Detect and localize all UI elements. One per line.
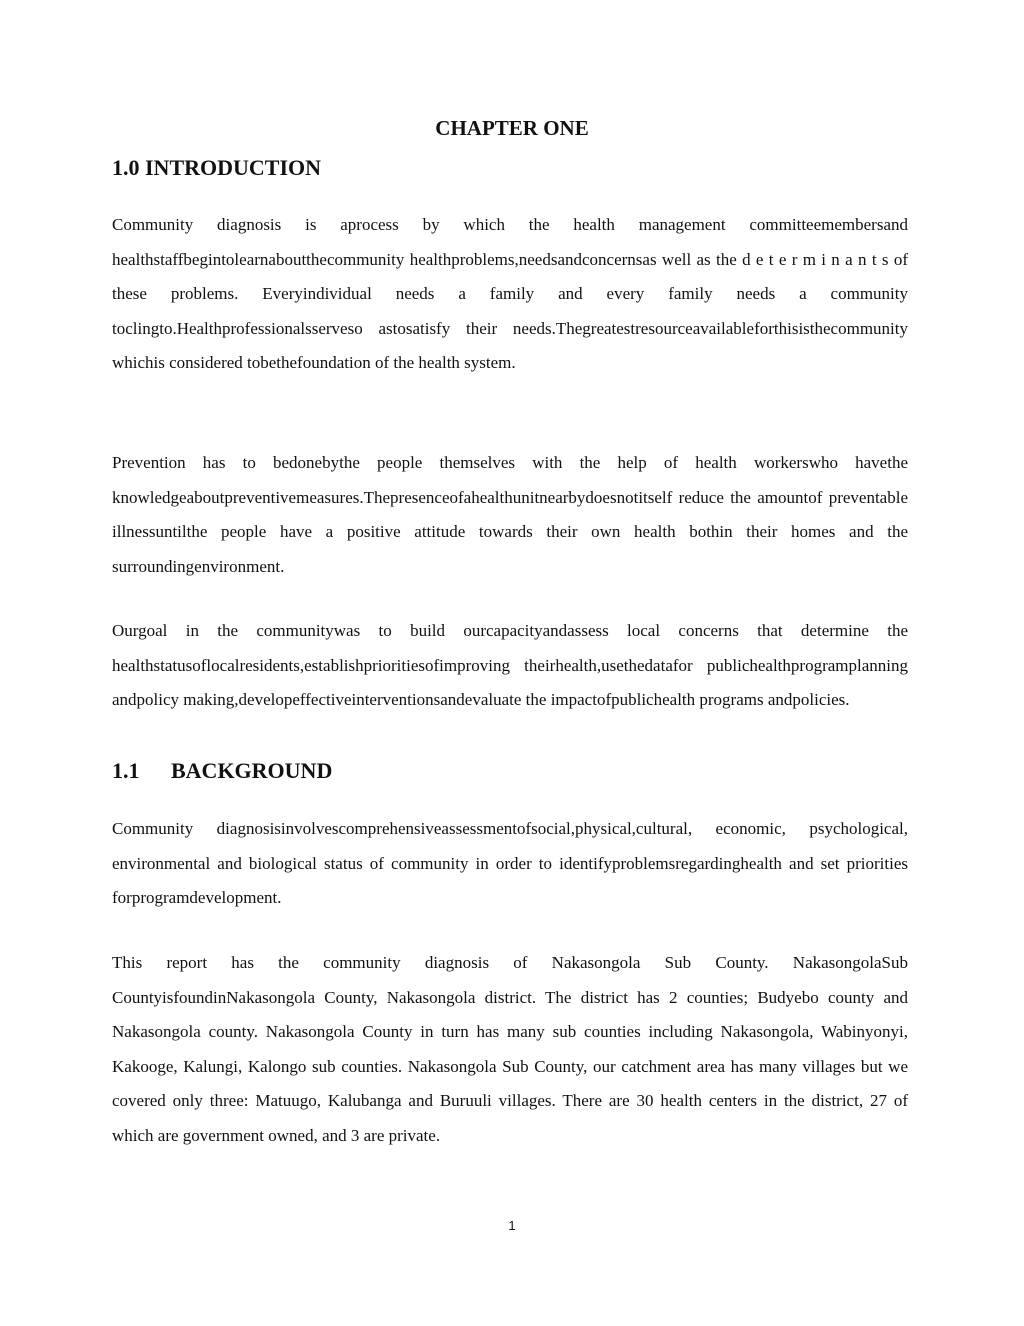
intro-paragraph-1: Community diagnosis is aprocess by which the health management committeemembersand healthstaffbegintolearnaboutthecommunity healthproblems,needsandconcernsas well as the d e t e r m i n a n t s of these problems. Everyindividual needs a family and every family needs a community toclingto.Healthprofessionalsserveso astosatisfy their needs.Thegreatestresourceavailableforthisisthecommunity whichis considered tobethefoundation of the health system.: [112, 215, 908, 372]
background-heading-title: BACKGROUND: [171, 758, 333, 783]
background-heading: [112, 757, 332, 785]
introduction-heading: 1.0 INTRODUCTION: [112, 155, 322, 180]
background-paragraph-2: This report has the community diagnosis of Nakasongola Sub County. NakasongolaSub CountyisfoundinNakasongola County, Nakasongola district. The district has 2 counties; Budyebo county and Nakasongola county. Nakasongola County in turn has many sub counties including Nakasongola, Wabinyonyi, Kakooge, Kalungi, Kalongo sub counties. Nakasongola Sub County, our catchment area has many villages but we covered only three: Matuugo, Kalubanga and Buruuli villages. There are 30 health centers in the district, 27 of which are government owned, and 3 are private.: [112, 953, 908, 1145]
chapter-title: CHAPTER ONE: [435, 116, 589, 140]
intro-paragraph-3: Ourgoal in the communitywas to build ourcapacityandassess local concerns that determine the healthstatusoflocalresidents,establishprioritiesofimproving theirhealth,usethedatafor publichealthprogramplanning andpolicy making,developeffectiveinterventionsandevaluate the impactofpublichealth programs andpolicies.: [112, 621, 908, 709]
background-paragraph-1: Community diagnosisinvolvescomprehensiveassessmentofsocial,physical,cultural, economic, psychological, environmental and biological status of community in order to identifyproblemsregardinghealth and set priorities forprogramdevelopment.: [112, 819, 908, 907]
background-heading-number: 1.1: [112, 758, 140, 783]
intro-paragraph-2: Prevention has to bedonebythe people themselves with the help of health workerswho havethe knowledgeaboutpreventivemeasures.Thepresenceofahealthunitnearbydoesnotitself reduce the amountof preventable illnessuntilthe people have a positive attitude towards their own health bothin their homes and the surroundingenvironment.: [112, 453, 908, 576]
page-number: 1: [508, 1218, 516, 1233]
